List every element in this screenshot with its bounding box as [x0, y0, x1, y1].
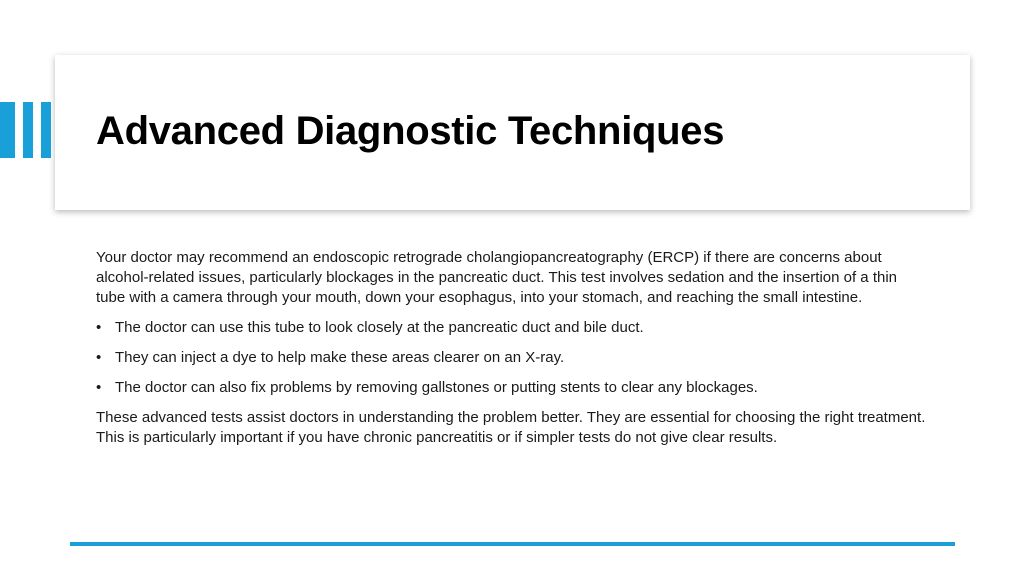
- accent-bar: [23, 102, 33, 158]
- accent-bar: [41, 102, 51, 158]
- list-item: [96, 348, 926, 368]
- list-item: [96, 378, 926, 398]
- bullet-list: [96, 318, 926, 398]
- slide-content: [96, 248, 926, 448]
- slide-title: Advanced Diagnostic Techniques: [96, 109, 725, 153]
- bullet-marker: •: [96, 379, 102, 396]
- list-item-text: The doctor can use this tube to look closely at the pancreatic duct and bile duct.: [115, 319, 644, 336]
- bullet-marker: •: [96, 319, 102, 336]
- accent-bars: [0, 102, 55, 158]
- intro-paragraph: Your doctor may recommend an endoscopic retrograde cholangiopancreatography (ERCP) if there are concerns about alcohol-related issues, particularly blockages in the pancreatic duct. This test involves sedation and the insertion of a thin tube with a camera through your mouth, down your esophagus, into your stomach, and reaching the small intestine.: [96, 249, 898, 306]
- list-item: [96, 318, 926, 338]
- conclusion-paragraph: These advanced tests assist doctors in understanding the problem better. They are essential for choosing the right treatment. This is particularly important if you have chronic pancreatitis or if simpler tests do not give clear results.: [96, 409, 926, 446]
- bottom-divider: [70, 542, 955, 546]
- list-item-text: The doctor can also fix problems by removing gallstones or putting stents to clear any blockages.: [115, 379, 758, 396]
- bullet-marker: •: [96, 349, 102, 366]
- accent-bar: [0, 102, 15, 158]
- list-item-text: They can inject a dye to help make these areas clearer on an X-ray.: [115, 349, 565, 366]
